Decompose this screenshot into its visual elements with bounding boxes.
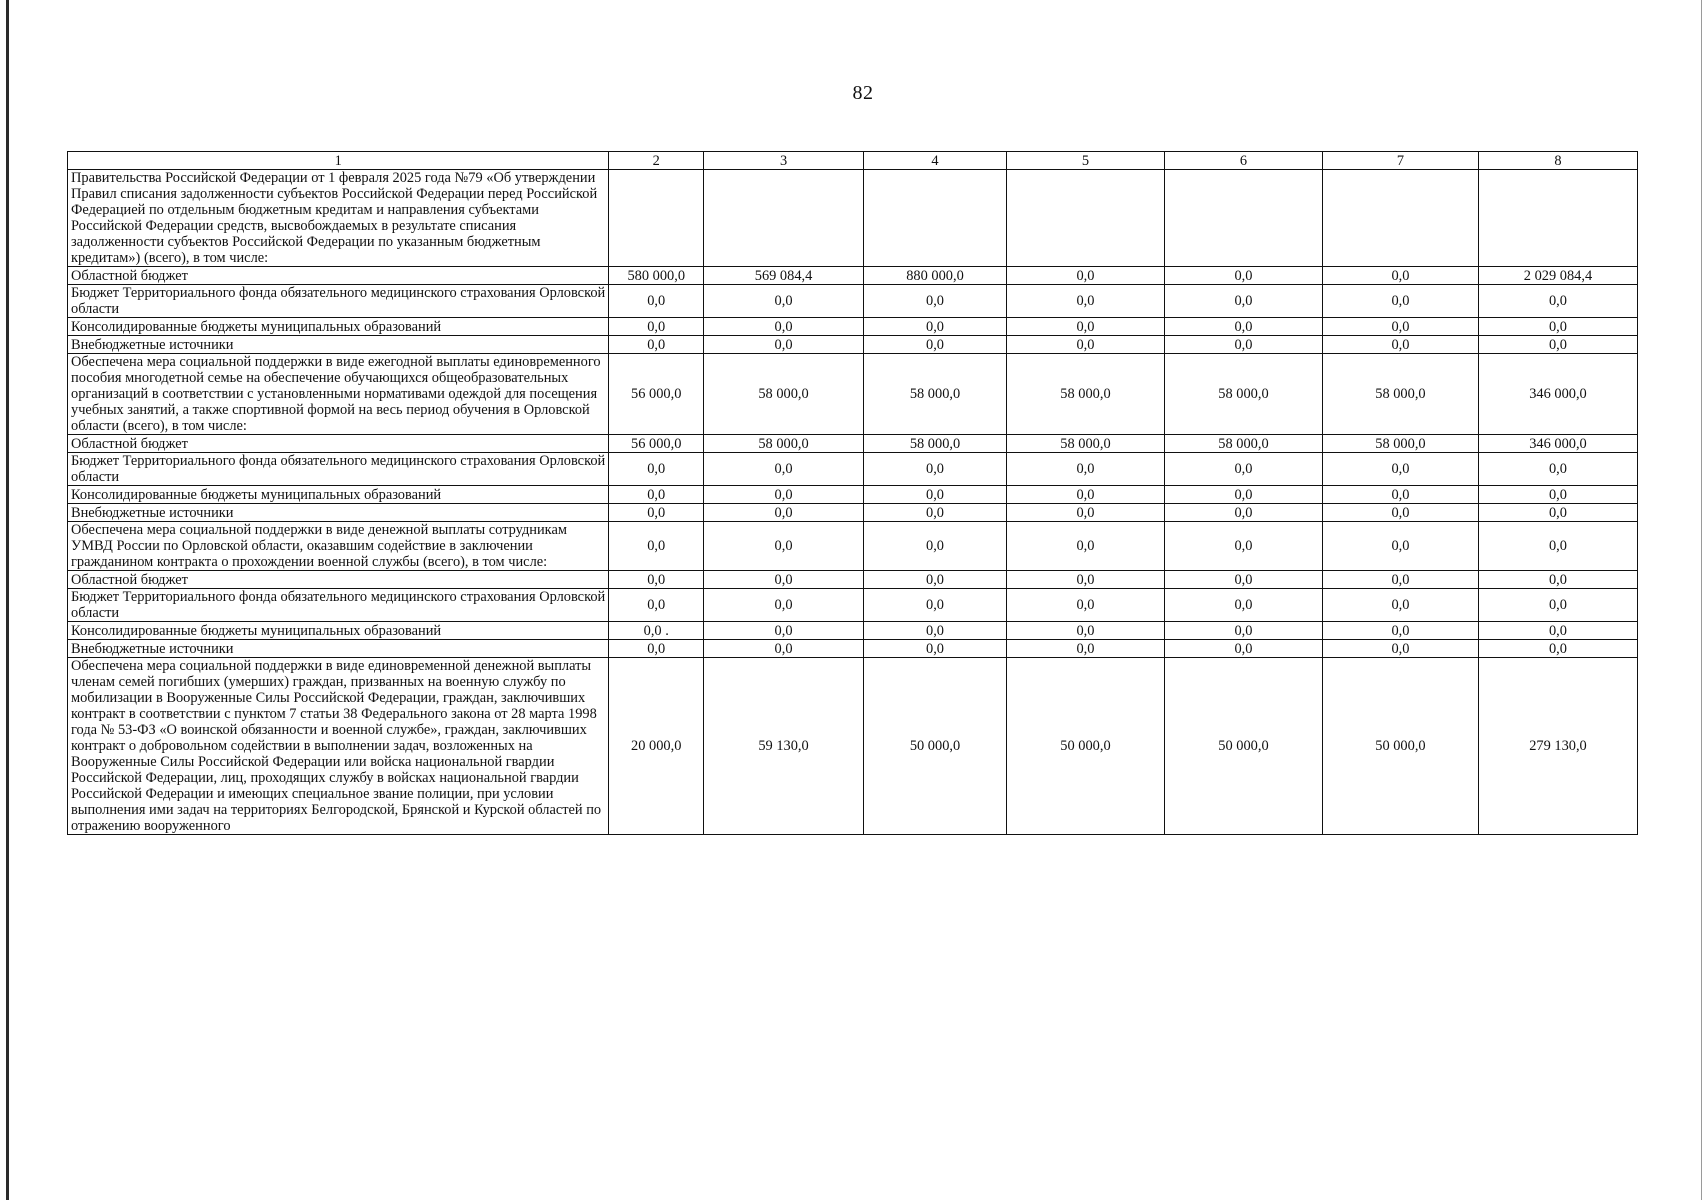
value-cell: 0,0: [1322, 522, 1478, 571]
row-label: Консолидированные бюджеты муниципальных образований: [68, 318, 609, 336]
table-row-source: [68, 571, 1638, 589]
value-cell: 0,0: [704, 571, 864, 589]
value-cell: 0,0: [704, 504, 864, 522]
value-cell: 0,0: [704, 285, 864, 318]
column-header: 5: [1006, 152, 1164, 170]
value-cell: 880 000,0: [864, 267, 1007, 285]
value-cell: 0,0: [1164, 486, 1322, 504]
table-row-source: [68, 453, 1638, 486]
value-cell: 0,0: [1006, 267, 1164, 285]
value-cell: 0,0: [1478, 453, 1637, 486]
value-cell: 0,0: [609, 285, 704, 318]
table-row-source: [68, 589, 1638, 622]
value-cell: 0,0: [864, 285, 1007, 318]
value-cell: 0,0: [1164, 504, 1322, 522]
column-header: 4: [864, 152, 1007, 170]
value-cell: 0,0: [864, 522, 1007, 571]
page-number: 82: [852, 82, 874, 104]
value-cell: 0,0: [1478, 622, 1637, 640]
value-cell: 346 000,0: [1478, 354, 1637, 435]
table-row-source: [68, 435, 1638, 453]
value-cell: 0,0: [1164, 640, 1322, 658]
value-cell: 0,0: [704, 336, 864, 354]
table-row-measure: [68, 170, 1638, 267]
value-cell: 0,0: [609, 336, 704, 354]
value-cell: 0,0: [1006, 318, 1164, 336]
value-cell: [1322, 170, 1478, 267]
value-cell: 0,0: [1006, 522, 1164, 571]
value-cell: 279 130,0: [1478, 658, 1637, 835]
row-label: Обеспечена мера социальной поддержки в виде ежегодной выплаты единовременного пособия многодетной семье на обеспечение обучающихся общеобразовательных организаций в соответствии с установленными нормативами одеждой для посещения учебных занятий, а также спортивной формой на весь период обучения в Орловской области (всего), в том числе:: [68, 354, 609, 435]
column-header: 7: [1322, 152, 1478, 170]
value-cell: 0,0: [704, 640, 864, 658]
value-cell: 0,0: [1006, 336, 1164, 354]
value-cell: 0,0: [1322, 285, 1478, 318]
column-header: 6: [1164, 152, 1322, 170]
value-cell: [704, 170, 864, 267]
table-row-source: [68, 285, 1638, 318]
table-row-source: [68, 318, 1638, 336]
value-cell: 0,0: [1006, 589, 1164, 622]
value-cell: 56 000,0: [609, 354, 704, 435]
value-cell: 0,0: [1006, 285, 1164, 318]
value-cell: 59 130,0: [704, 658, 864, 835]
value-cell: 0,0: [1478, 486, 1637, 504]
value-cell: 58 000,0: [1006, 354, 1164, 435]
value-cell: 0,0: [1478, 640, 1637, 658]
value-cell: 0,0: [704, 453, 864, 486]
value-cell: 0,0: [1322, 504, 1478, 522]
value-cell: 0,0: [1322, 486, 1478, 504]
value-cell: 58 000,0: [1164, 435, 1322, 453]
value-cell: 0,0: [1478, 318, 1637, 336]
value-cell: 0,0: [1322, 589, 1478, 622]
value-cell: 0,0: [864, 622, 1007, 640]
value-cell: 569 084,4: [704, 267, 864, 285]
value-cell: 58 000,0: [1164, 354, 1322, 435]
table-row-measure: [68, 658, 1638, 835]
column-header: 2: [609, 152, 704, 170]
scan-right-edge: [1701, 0, 1702, 1200]
row-label: Бюджет Территориального фонда обязательного медицинского страхования Орловской области: [68, 285, 609, 318]
value-cell: 0,0: [1322, 318, 1478, 336]
value-cell: 0,0: [1164, 267, 1322, 285]
value-cell: 58 000,0: [1006, 435, 1164, 453]
value-cell: 2 029 084,4: [1478, 267, 1637, 285]
value-cell: 0,0 .: [609, 622, 704, 640]
value-cell: 0,0: [1478, 504, 1637, 522]
value-cell: 0,0: [1006, 640, 1164, 658]
value-cell: 58 000,0: [704, 435, 864, 453]
value-cell: 0,0: [1322, 336, 1478, 354]
value-cell: 0,0: [864, 318, 1007, 336]
value-cell: 58 000,0: [864, 354, 1007, 435]
value-cell: 0,0: [704, 589, 864, 622]
value-cell: 0,0: [609, 589, 704, 622]
value-cell: 0,0: [1164, 622, 1322, 640]
row-label: Областной бюджет: [68, 571, 609, 589]
value-cell: 0,0: [1164, 285, 1322, 318]
table-body: [68, 152, 1638, 835]
value-cell: 0,0: [609, 486, 704, 504]
value-cell: 580 000,0: [609, 267, 704, 285]
value-cell: 0,0: [864, 504, 1007, 522]
value-cell: 0,0: [1478, 522, 1637, 571]
table-row-source: [68, 640, 1638, 658]
value-cell: 58 000,0: [704, 354, 864, 435]
row-label: Бюджет Территориального фонда обязательного медицинского страхования Орловской области: [68, 453, 609, 486]
row-label: Обеспечена мера социальной поддержки в виде денежной выплаты сотрудникам УМВД России по Орловской области, оказавшим содействие в заключении гражданином контракта о прохождении военной службы (всего), в том числе:: [68, 522, 609, 571]
row-label: Правительства Российской Федерации от 1 февраля 2025 года №79 «Об утверждении Правил списания задолженности субъектов Российской Федерации перед Российской Федерацией по отдельным бюджетным кредитам и направления субъектами Российской Федерации средств, высвобождаемых в результате списания задолженности субъектов Российской Федерации по указанным бюджетным кредитам») (всего), в том числе:: [68, 170, 609, 267]
column-header: 1: [68, 152, 609, 170]
value-cell: 0,0: [864, 589, 1007, 622]
table-row-measure: [68, 522, 1638, 571]
value-cell: 0,0: [864, 453, 1007, 486]
value-cell: 0,0: [1322, 267, 1478, 285]
value-cell: 0,0: [609, 522, 704, 571]
value-cell: 0,0: [1478, 571, 1637, 589]
column-number-row: [68, 152, 1638, 170]
value-cell: [609, 170, 704, 267]
value-cell: 0,0: [704, 486, 864, 504]
value-cell: 50 000,0: [1006, 658, 1164, 835]
row-label: Внебюджетные источники: [68, 336, 609, 354]
table-row-measure: [68, 354, 1638, 435]
value-cell: 346 000,0: [1478, 435, 1637, 453]
value-cell: 0,0: [1006, 486, 1164, 504]
table-row-source: [68, 504, 1638, 522]
value-cell: 0,0: [864, 336, 1007, 354]
value-cell: [864, 170, 1007, 267]
row-label: Бюджет Территориального фонда обязательного медицинского страхования Орловской области: [68, 589, 609, 622]
value-cell: 0,0: [1478, 285, 1637, 318]
value-cell: 0,0: [1478, 336, 1637, 354]
value-cell: 0,0: [704, 522, 864, 571]
value-cell: 0,0: [1164, 318, 1322, 336]
row-label: Консолидированные бюджеты муниципальных образований: [68, 486, 609, 504]
value-cell: 20 000,0: [609, 658, 704, 835]
value-cell: 0,0: [1164, 522, 1322, 571]
table-row-source: [68, 486, 1638, 504]
row-label: Внебюджетные источники: [68, 504, 609, 522]
table-row-source: [68, 267, 1638, 285]
value-cell: 0,0: [1006, 453, 1164, 486]
row-label: Внебюджетные источники: [68, 640, 609, 658]
value-cell: 0,0: [1164, 589, 1322, 622]
value-cell: 0,0: [609, 571, 704, 589]
value-cell: 50 000,0: [864, 658, 1007, 835]
scan-left-edge: [6, 0, 9, 1200]
row-label: Областной бюджет: [68, 267, 609, 285]
value-cell: 0,0: [1322, 453, 1478, 486]
column-header: 8: [1478, 152, 1637, 170]
value-cell: 0,0: [1478, 589, 1637, 622]
row-label: Консолидированные бюджеты муниципальных образований: [68, 622, 609, 640]
value-cell: 0,0: [1164, 571, 1322, 589]
value-cell: 0,0: [864, 571, 1007, 589]
value-cell: [1006, 170, 1164, 267]
value-cell: 0,0: [1006, 504, 1164, 522]
value-cell: 0,0: [1006, 622, 1164, 640]
value-cell: 0,0: [609, 504, 704, 522]
value-cell: 0,0: [704, 318, 864, 336]
value-cell: 0,0: [1006, 571, 1164, 589]
value-cell: 0,0: [864, 486, 1007, 504]
value-cell: 0,0: [609, 318, 704, 336]
value-cell: 58 000,0: [864, 435, 1007, 453]
value-cell: 0,0: [864, 640, 1007, 658]
value-cell: 0,0: [1164, 336, 1322, 354]
value-cell: 56 000,0: [609, 435, 704, 453]
row-label: Обеспечена мера социальной поддержки в виде единовременной денежной выплаты членам семей погибших (умерших) граждан, призванных на военную службу по мобилизации в Вооруженные Силы Российской Федерации, граждан, заключивших контракт в соответствии с пунктом 7 статьи 38 Федерального закона от 28 марта 1998 года № 53-ФЗ «О воинской обязанности и военной службе», граждан, заключивших контракт о добровольном содействии в выполнении задач, возложенных на Вооруженные Силы Российской Федерации или войска национальной гвардии Российской Федерации, лиц, проходящих службу в войсках национальной гвардии Российской Федерации и имеющих специальное звание полиции, при условии выполнения ими задач на территориях Белгородской, Брянской и Курской областей по отражению вооруженного: [68, 658, 609, 835]
value-cell: 0,0: [704, 622, 864, 640]
value-cell: 0,0: [1322, 571, 1478, 589]
row-label: Областной бюджет: [68, 435, 609, 453]
value-cell: 0,0: [1164, 453, 1322, 486]
value-cell: [1478, 170, 1637, 267]
value-cell: 58 000,0: [1322, 435, 1478, 453]
table-row-source: [68, 336, 1638, 354]
table-row-source: [68, 622, 1638, 640]
column-header: 3: [704, 152, 864, 170]
value-cell: 0,0: [1322, 640, 1478, 658]
budget-table: [67, 151, 1638, 835]
value-cell: 58 000,0: [1322, 354, 1478, 435]
value-cell: 50 000,0: [1322, 658, 1478, 835]
value-cell: 0,0: [1322, 622, 1478, 640]
value-cell: 0,0: [609, 640, 704, 658]
value-cell: [1164, 170, 1322, 267]
value-cell: 50 000,0: [1164, 658, 1322, 835]
value-cell: 0,0: [609, 453, 704, 486]
